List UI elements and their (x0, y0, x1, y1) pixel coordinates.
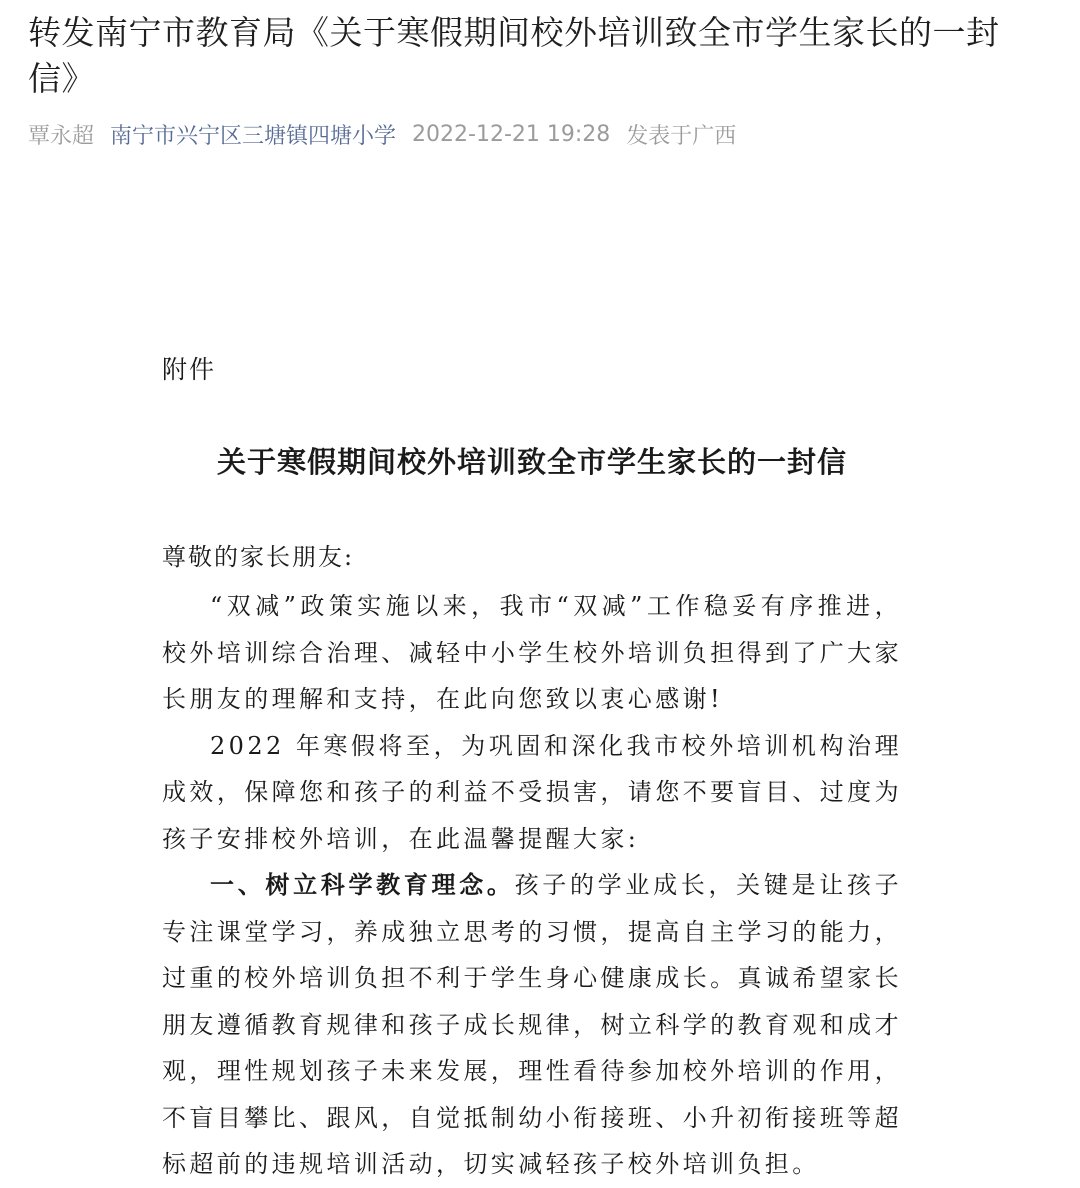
paragraph-text: “双减”政策实施以来，我市“双减”工作稳妥有序推进，校外培训综合治理、减轻中小学生校外培训负担得到了广大家长朋友的理解和支持，在此向您致以衷心感谢! (162, 592, 902, 713)
letter-paragraph (162, 723, 902, 863)
letter-greeting: 尊敬的家长朋友: (162, 543, 355, 571)
article-meta (28, 118, 752, 150)
publish-location: 发表于广西 (626, 123, 737, 149)
paragraph-text: 2022 年寒假将至，为巩固和深化我市校外培训机构治理成效，保障您和孩子的利益不受损害，请您不要盲目、过度为孩子安排校外培训，在此温馨提醒大家: (162, 731, 902, 853)
attachment-label: 附件 (162, 355, 217, 384)
author-name: 覃永超 (28, 123, 95, 149)
letter-paragraph (162, 583, 902, 723)
letter-paragraph (162, 862, 902, 1188)
letter-title: 关于寒假期间校外培训致全市学生家长的一封信 (216, 445, 847, 479)
account-name-link[interactable]: 南宁市兴宁区三塘镇四塘小学 (110, 123, 397, 149)
letter-body (162, 583, 902, 1188)
publish-datetime: 2022-12-21 19:28 (412, 121, 611, 147)
article-title: 转发南宁市教育局《关于寒假期间校外培训致全市学生家长的一封信》 (28, 13, 1000, 98)
paragraph-text: 孩子的学业成长，关键是让孩子专注课堂学习，养成独立思考的习惯，提高自主学习的能力，过重的校外培训负担不利于学生身心健康成长。真诚希望家长朋友遵循教育规律和孩子成长规律，树立科学的教育观和成才观，理性规划孩子未来发展，理性看待参加校外培训的作用，不盲目攀比、跟风，自觉抵制幼小衔接班、小升初衔接班等超标超前的违规培训活动，切实减轻孩子校外培训负担。 (162, 871, 902, 1178)
paragraph-heading: 一、树立科学教育理念。 (210, 870, 515, 899)
